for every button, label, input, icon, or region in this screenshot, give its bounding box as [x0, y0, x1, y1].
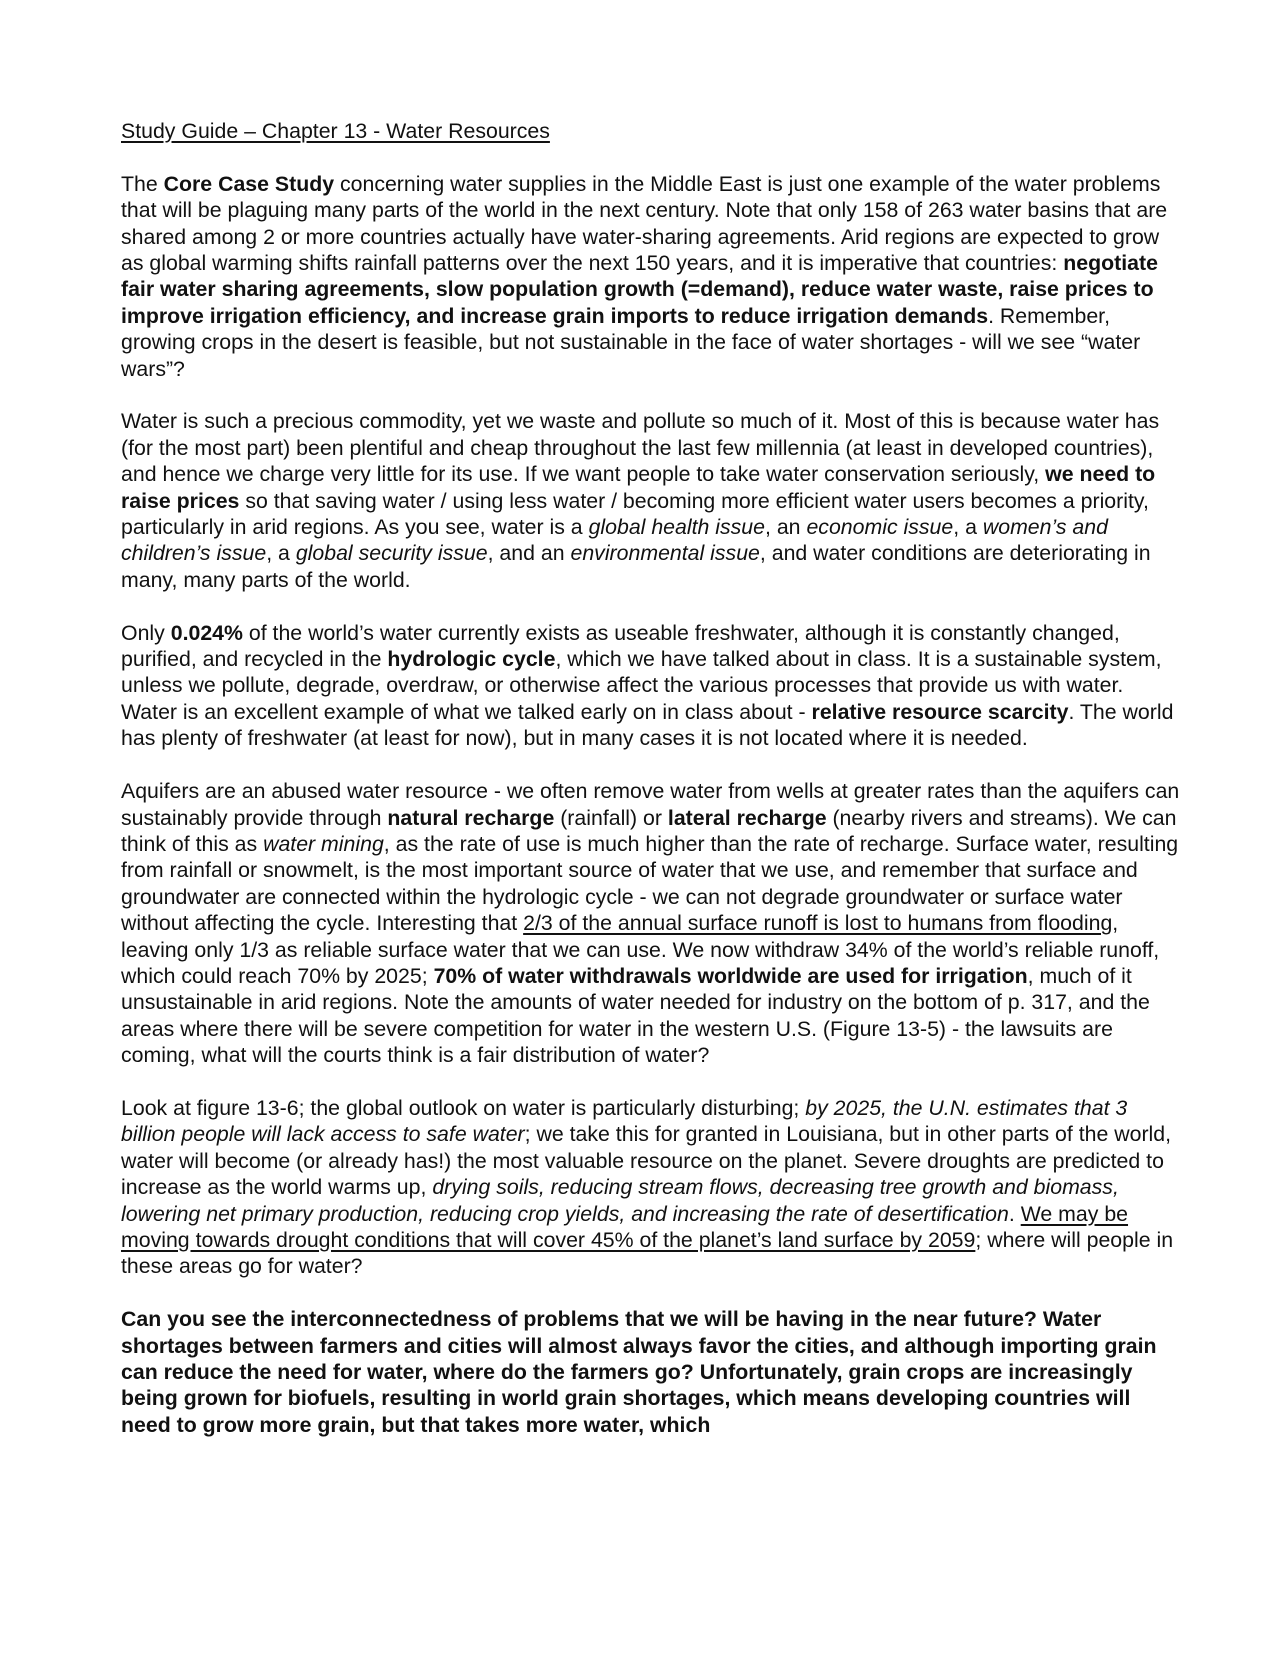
italic-un-estimate: by 2025, the U.N. estimates that 3 billion people will lack access to safe water [121, 1095, 1128, 1147]
text-run: concerning water supplies in the Middle East is just one example of the water problems that will be plaguing many parts of the world in the next century. Note that only 158 of 263 water basins that are shared among 2 or more countries actually have water-sharing agreements. Arid regions are expected to grow as global warming shifts rainfall patterns over the next 150 years, and it is imperative that countries: [121, 171, 1168, 276]
italic-economic: economic issue [806, 515, 954, 540]
text-run: , leaving only 1/3 as reliable surface water that we can use. We now withdraw 34% of the world’s reliable runoff, which could reach 70% by 2025; [121, 911, 1160, 988]
bold-hydrologic-cycle: hydrologic cycle [387, 647, 556, 672]
italic-global-security: global security issue [295, 541, 488, 566]
paragraph-freshwater [121, 620, 1180, 752]
text-run: , a [266, 541, 296, 566]
text-run: , as the rate of use is much higher than the rate of recharge. Surface water, resulting from rainfall or snowmelt, is the most important source of water that we use, and remember that surface and groundwater are connected within the hydrologic cycle - we can not degrade groundwater or surface water without affecting the cycle. Interesting that [121, 831, 1179, 936]
bold-irrigation: 70% of water withdrawals worldwide are used for irrigation [433, 963, 1028, 988]
bold-recommendations: negotiate fair water sharing agreements, slow population growth (=demand), reduce water waste, raise prices to improve irrigation efficiency, and increase grain imports to reduce irrigation demands [121, 251, 1158, 328]
italic-women-children: women’s and children’s issue [121, 515, 1108, 566]
bold-raise-prices: we need to raise prices [121, 462, 1156, 513]
text-run: The [121, 171, 164, 196]
italic-drought-effects: drying soils, reducing stream flows, decreasing tree growth and biomass, lowering net primary production, reducing crop yields, and increasing the rate of desertification [121, 1175, 1119, 1226]
text-run: , much of it unsustainable in arid regions. Note the amounts of water needed for industry on the bottom of p. 317, and the areas where there will be severe competition for water in the western U.S. (Figure 13-5) - the lawsuits are coming, what will the courts think is a fair distribution of water? [121, 963, 1150, 1068]
text-run: (rainfall) or [554, 805, 668, 830]
text-run: of the world’s water currently exists as useable freshwater, although it is constantly changed, purified, and recycled in the [121, 620, 1120, 672]
text-run: . The world has plenty of freshwater (at least for now), but in many cases it is not located where it is needed. [121, 699, 1174, 751]
text-run: (nearby rivers and streams). We can think of this as [121, 805, 1177, 856]
paragraph-interconnectedness: Can you see the interconnectedness of problems that we will be having in the near future? Water shortages between farmers and cities will almost always favor the cities, and although importing grain can reduce the need for water, where do the farmers go? Unfortunately, grain crops are increasingly being grown for biofuels, resulting in world grain shortages, which means developing countries will need to grow more grain, but that takes more water, which [121, 1307, 1157, 1437]
paragraph-core-case-study [121, 171, 1180, 382]
text-run: Water is such a precious commodity, yet we waste and pollute so much of it. Most of this is because water has (for the most part) been plentiful and cheap throughout the last few millennia (at least in developed countries), and hence we charge very little for its use. If we want people to take water conservation seriously, [121, 409, 1160, 487]
text-run: , and an [487, 541, 571, 566]
paragraph-global-outlook [121, 1095, 1180, 1280]
bold-percentage: 0.024% [170, 620, 243, 645]
italic-environmental: environmental issue [570, 541, 760, 566]
text-run: , a [953, 515, 983, 540]
underline-drought-2059: We may be moving towards drought conditions that will cover 45% of the planet’s land surface by 2059 [121, 1201, 1129, 1252]
italic-water-mining: water mining [263, 831, 384, 856]
italic-global-health: global health issue [588, 515, 765, 540]
text-run: Aquifers are an abused water resource - we often remove water from wells at greater rates than the aquifers can sustainably provide through [121, 779, 1180, 830]
bold-resource-scarcity: relative resource scarcity [811, 699, 1069, 724]
text-run: Look at figure 13-6; the global outlook on water is particularly disturbing; [121, 1095, 806, 1120]
text-run: , which we have talked about in class. It is a sustainable system, unless we pollute, degrade, overdraw, or otherwise affect the various processes that provide us with water. Water is an excellent example of what we talked early on in class about - [121, 647, 1162, 724]
text-run: so that saving water / using less water / becoming more efficient water users becomes a priority, particularly in arid regions. As you see, water is a [121, 488, 1149, 540]
text-run: Only [121, 620, 171, 645]
text-run: . Remember, growing crops in the desert is feasible, but not sustainable in the face of water shortages - will we see “water wars”? [121, 303, 1141, 381]
text-run: , an [765, 515, 807, 540]
bold-natural-recharge: natural recharge [387, 805, 555, 830]
text-run: ; where will people in these areas go for water? [121, 1227, 1174, 1279]
document-title: Study Guide – Chapter 13 - Water Resources [121, 119, 550, 143]
paragraph-aquifers [121, 778, 1180, 1068]
bold-term-core-case-study: Core Case Study [163, 171, 335, 196]
bold-lateral-recharge: lateral recharge [667, 805, 827, 830]
underline-runoff-flooding: 2/3 of the annual surface runoff is lost to humans from flooding [523, 911, 1113, 936]
text-run: ; we take this for granted in Louisiana, but in other parts of the world, water will become (or already has!) the most valuable resource on the planet. Severe droughts are predicted to increase as the world warms up, [121, 1122, 1172, 1200]
text-run: , and water conditions are deteriorating in many, many parts of the world. [121, 541, 1151, 592]
text-run: . [1008, 1201, 1021, 1226]
paragraph-water-commodity [121, 408, 1180, 593]
